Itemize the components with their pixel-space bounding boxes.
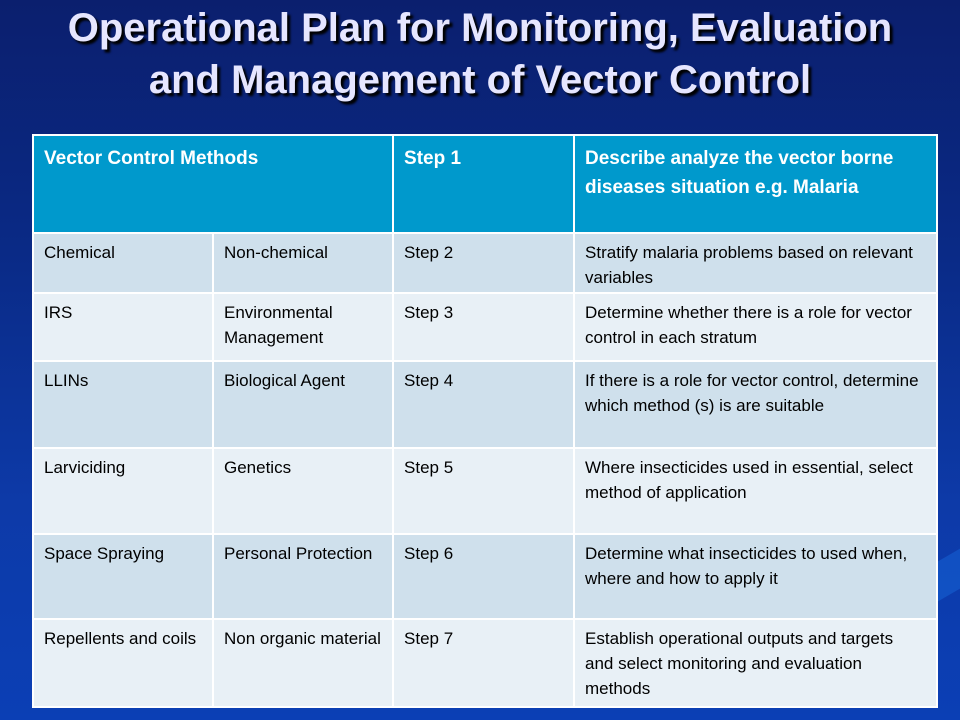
cell-step: Step 2 — [393, 233, 574, 293]
table-row — [33, 293, 937, 361]
cell-nonchemical: Environmental Management — [213, 293, 393, 361]
vector-control-table — [32, 134, 936, 708]
cell-nonchemical: Non-chemical — [213, 233, 393, 293]
table-row — [33, 233, 937, 293]
cell-description: Stratify malaria problems based on relevant variables — [574, 233, 937, 293]
slide-title: Operational Plan for Monitoring, Evaluation and Management of Vector Control — [67, 6, 893, 102]
cell-chemical: Repellents and coils — [33, 619, 213, 707]
cell-step: Step 7 — [393, 619, 574, 707]
cell-chemical: LLINs — [33, 361, 213, 448]
table-row — [33, 619, 937, 707]
cell-description: If there is a role for vector control, determine which method (s) is are suitable — [574, 361, 937, 448]
cell-chemical: IRS — [33, 293, 213, 361]
cell-step: Step 6 — [393, 534, 574, 619]
table-row — [33, 448, 937, 534]
cell-chemical: Chemical — [33, 233, 213, 293]
cell-nonchemical: Biological Agent — [213, 361, 393, 448]
cell-step: Step 5 — [393, 448, 574, 534]
cell-description: Establish operational outputs and targets and select monitoring and evaluation methods — [574, 619, 937, 707]
table-header-row — [33, 135, 937, 233]
decorative-shape — [938, 549, 960, 602]
cell-step: Step 4 — [393, 361, 574, 448]
table-row — [33, 361, 937, 448]
cell-chemical: Larviciding — [33, 448, 213, 534]
header-methods: Vector Control Methods — [33, 135, 393, 233]
cell-step: Step 3 — [393, 293, 574, 361]
header-step: Step 1 — [393, 135, 574, 233]
cell-nonchemical: Non organic material — [213, 619, 393, 707]
header-description: Describe analyze the vector borne diseases situation e.g. Malaria — [574, 135, 937, 233]
cell-description: Determine whether there is a role for vector control in each stratum — [574, 293, 937, 361]
cell-description: Determine what insecticides to used when, where and how to apply it — [574, 534, 937, 619]
cell-nonchemical: Genetics — [213, 448, 393, 534]
table-row — [33, 534, 937, 619]
cell-description: Where insecticides used in essential, select method of application — [574, 448, 937, 534]
cell-chemical: Space Spraying — [33, 534, 213, 619]
cell-nonchemical: Personal Protection — [213, 534, 393, 619]
